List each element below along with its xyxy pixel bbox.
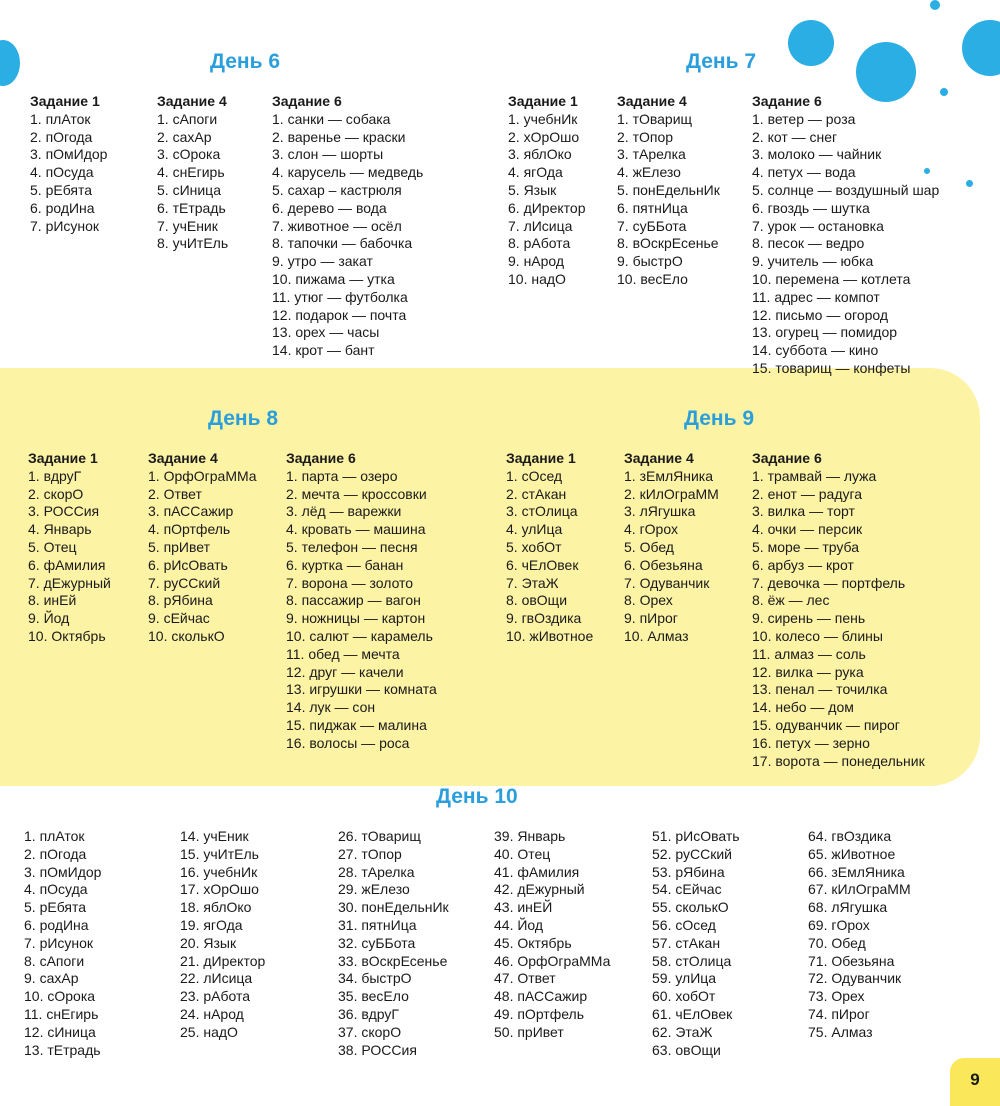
list-item: 3. сОрока	[157, 146, 221, 163]
list-item: 9. сЕйчас	[148, 610, 210, 627]
list-item: 63. овОщи	[652, 1041, 721, 1058]
list-item: 38. РОССия	[338, 1041, 417, 1058]
list-item: 5. телефон — песня	[286, 538, 418, 555]
list-item: 13. огурец — помидор	[752, 324, 898, 341]
list-item: 8. Орех	[624, 592, 673, 609]
list-item: 15. товарищ — конфеты	[752, 359, 911, 376]
list-item: 60. хобОт	[652, 988, 716, 1005]
list-item: 19. ягОда	[180, 916, 243, 933]
task-header: Задание 4	[148, 450, 218, 466]
day10-column-6	[808, 828, 911, 1042]
list-item: 34. быстрО	[338, 970, 412, 987]
list-item: 45. Октябрь	[494, 934, 572, 951]
list-item: 2. тОпор	[617, 128, 674, 145]
list-item: 5. Язык	[508, 181, 557, 198]
list-item: 13. тЕтрадь	[24, 1041, 101, 1058]
list-item: 10. Алмаз	[624, 627, 689, 644]
list-item: 14. лук — сон	[286, 699, 376, 716]
list-item: 24. нАрод	[180, 1005, 244, 1022]
list-item: 9. пИрог	[624, 610, 678, 627]
day10-column-2	[180, 828, 265, 1042]
list-item: 1. вдруГ	[28, 467, 82, 484]
day6-task1	[30, 93, 107, 235]
list-item: 29. жЕлезо	[338, 881, 410, 898]
list-item: 3. пАССажир	[148, 503, 234, 520]
list-item: 69. гОрох	[808, 916, 870, 933]
list-item: 1. плАток	[24, 828, 85, 844]
list-item: 6. куртка — банан	[286, 556, 404, 573]
list-item: 32. суББота	[338, 934, 416, 951]
list-item: 2. скорО	[28, 485, 84, 502]
list-item: 1. санки — собака	[272, 110, 391, 127]
list-item: 56. сОсед	[652, 916, 716, 933]
day10-title: День 10	[436, 785, 518, 808]
list-item: 2. енот — радуга	[752, 485, 863, 502]
list-item: 55. сколькО	[652, 899, 729, 916]
list-item: 9. утро — закат	[272, 253, 373, 270]
day8-task4	[148, 450, 257, 646]
list-item: 10. надО	[508, 270, 566, 287]
day10-column-4	[494, 828, 610, 1042]
blue-paint-dot	[962, 20, 1000, 76]
list-item: 3. стОлица	[506, 503, 578, 520]
task-header: Задание 6	[272, 93, 342, 109]
list-item: 7. урок — остановка	[752, 217, 884, 234]
list-item: 59. улИца	[652, 970, 717, 987]
task-header: Задание 4	[617, 93, 687, 109]
list-item: 9. сирень — пень	[752, 610, 866, 627]
list-item: 3. яблОко	[508, 146, 572, 163]
list-item: 12. сИница	[24, 1023, 96, 1040]
task-header: Задание 4	[157, 93, 227, 109]
day7-task4	[617, 93, 720, 289]
day6-title: День 6	[210, 50, 281, 73]
list-item: 4. петух — вода	[752, 164, 856, 181]
list-item: 21. дИректор	[180, 952, 266, 969]
list-item: 10. Октябрь	[28, 627, 106, 644]
list-item: 5. Обед	[624, 538, 674, 555]
list-item: 7. Одуванчик	[624, 574, 710, 591]
list-item: 72. Одуванчик	[808, 970, 902, 987]
list-item: 41. фАмилия	[494, 863, 580, 880]
list-item: 2. стАкан	[506, 485, 567, 502]
list-item: 8. тапочки — бабочка	[272, 235, 413, 252]
list-item: 20. Язык	[180, 934, 237, 951]
list-item: 6. дИректор	[508, 199, 586, 216]
list-item: 7. рИсунок	[30, 217, 100, 234]
list-item: 9. учитель — юбка	[752, 253, 874, 270]
list-item: 8. ёж — лес	[752, 592, 830, 609]
list-item: 6. дерево — вода	[272, 199, 387, 216]
list-item: 5. солнце — воздушный шар	[752, 181, 940, 198]
list-item: 5. рЕбята	[30, 181, 93, 198]
list-item: 22. лИсица	[180, 970, 253, 987]
day10-column-1	[24, 828, 101, 1059]
list-item: 44. Йод	[494, 916, 544, 933]
list-item: 28. тАрелка	[338, 863, 415, 880]
list-item: 10. жИвотное	[506, 627, 594, 644]
list-item: 3. вилка — торт	[752, 503, 855, 520]
list-item: 27. тОпор	[338, 845, 402, 862]
list-item: 4. гОрох	[624, 521, 678, 538]
list-item: 40. Отец	[494, 845, 551, 862]
list-item: 13. игрушки — комната	[286, 681, 437, 698]
list-item: 1. учебнИк	[508, 110, 578, 127]
list-item: 5. сахар – кастрюля	[272, 181, 402, 198]
list-item: 7. ЭтаЖ	[506, 574, 559, 591]
list-item: 6. тЕтрадь	[157, 199, 226, 216]
list-item: 70. Обед	[808, 934, 866, 951]
blue-paint-splash-left	[0, 40, 20, 86]
list-item: 3. пОмИдор	[24, 863, 102, 880]
list-item: 9. Йод	[28, 610, 70, 627]
list-item: 16. петух — зерно	[752, 734, 870, 751]
blue-paint-dot	[930, 0, 940, 10]
list-item: 6. фАмилия	[28, 556, 106, 573]
list-item: 14. крот — бант	[272, 342, 375, 359]
list-item: 8. рАбота	[508, 235, 571, 252]
list-item: 1. сОсед	[506, 467, 563, 484]
list-item: 6. арбуз — крот	[752, 556, 854, 573]
list-item: 6. чЕлОвек	[506, 556, 579, 573]
list-item: 15. пиджак — малина	[286, 716, 427, 733]
list-item: 2. варенье — краски	[272, 128, 406, 145]
list-item: 52. руССкий	[652, 845, 732, 862]
list-item: 14. учЕник	[180, 828, 249, 844]
list-item: 8. песок — ведро	[752, 235, 865, 252]
list-item: 6. родИна	[30, 199, 95, 216]
day8-task6	[286, 450, 437, 753]
list-item: 2. хОрОшо	[508, 128, 580, 145]
list-item: 4. пОсуда	[30, 164, 94, 181]
list-item: 5. Отец	[28, 538, 77, 555]
list-item: 1. сАпоги	[157, 110, 218, 127]
list-item: 10. колесо — блины	[752, 627, 883, 644]
list-item: 11. адрес — компот	[752, 288, 880, 305]
list-item: 4. улИца	[506, 521, 563, 538]
list-item: 7. суББота	[617, 217, 687, 234]
day10-column-3	[338, 828, 449, 1059]
task-header: Задание 1	[506, 450, 576, 466]
list-item: 5. прИвет	[148, 538, 211, 555]
list-item: 12. вилка — рука	[752, 663, 864, 680]
list-item: 7. лИсица	[508, 217, 573, 234]
list-item: 10. салют — карамель	[286, 627, 433, 644]
list-item: 4. кровать — машина	[286, 521, 426, 538]
list-item: 49. пОртфель	[494, 1005, 585, 1022]
list-item: 7. девочка — портфель	[752, 574, 906, 591]
list-item: 71. Обезьяна	[808, 952, 895, 969]
list-item: 8. овОщи	[506, 592, 568, 609]
list-item: 36. вдруГ	[338, 1005, 400, 1022]
task-header: Задание 6	[752, 450, 822, 466]
list-item: 5. рЕбята	[24, 899, 87, 916]
task-header: Задание 1	[28, 450, 98, 466]
list-item: 4. Январь	[28, 521, 92, 538]
list-item: 7. ворона — золото	[286, 574, 414, 591]
list-item: 9. нАрод	[508, 253, 565, 270]
list-item: 16. учебнИк	[180, 863, 258, 880]
list-item: 10. пижама — утка	[272, 270, 395, 287]
list-item: 74. пИрог	[808, 1005, 870, 1022]
list-item: 54. сЕйчас	[652, 881, 722, 898]
task-header: Задание 6	[752, 93, 822, 109]
list-item: 2. пОгода	[24, 845, 87, 862]
list-item: 5. понЕдельнИк	[617, 181, 720, 198]
list-item: 47. Ответ	[494, 970, 556, 987]
task-header: Задание 4	[624, 450, 694, 466]
list-item: 12. письмо — огород	[752, 306, 889, 323]
list-item: 42. дЕжурный	[494, 881, 585, 898]
list-item: 37. скорО	[338, 1023, 402, 1040]
list-item: 26. тОварищ	[338, 828, 421, 844]
list-item: 23. рАбота	[180, 988, 251, 1005]
list-item: 8. учИтЕль	[157, 235, 229, 252]
list-item: 4. карусель — медведь	[272, 164, 424, 181]
list-item: 10. сОрока	[24, 988, 96, 1005]
day8-task1	[28, 450, 111, 646]
list-item: 8. рЯбина	[148, 592, 213, 609]
list-item: 2. кИлОграММ	[624, 485, 719, 502]
blue-paint-dot	[966, 180, 973, 187]
list-item: 64. гвОздика	[808, 828, 892, 844]
list-item: 73. Орех	[808, 988, 865, 1005]
list-item: 6. гвоздь — шутка	[752, 199, 870, 216]
list-item: 4. пОсуда	[24, 881, 88, 898]
list-item: 8. инЕй	[28, 592, 77, 609]
list-item: 7. дЕжурный	[28, 574, 111, 591]
page-number: 9	[970, 1070, 980, 1089]
list-item: 68. лЯгушка	[808, 899, 888, 916]
list-item: 17. ворота — понедельник	[752, 752, 925, 769]
list-item: 18. яблОко	[180, 899, 252, 916]
list-item: 75. Алмаз	[808, 1023, 873, 1040]
day7-task1	[508, 93, 585, 289]
list-item: 13. орех — часы	[272, 324, 380, 341]
list-item: 17. хОрОшо	[180, 881, 259, 898]
list-item: 9. ножницы — картон	[286, 610, 426, 627]
task-header: Задание 1	[30, 93, 100, 109]
list-item: 6. родИна	[24, 916, 89, 933]
day9-title: День 9	[684, 407, 755, 430]
list-item: 2. мечта — кроссовки	[286, 485, 427, 502]
list-item: 5. море — труба	[752, 538, 860, 555]
list-item: 1. ветер — роза	[752, 110, 856, 127]
list-item: 3. РОССия	[28, 503, 100, 520]
list-item: 48. пАССажир	[494, 988, 588, 1005]
blue-paint-dot	[788, 20, 834, 66]
list-item: 10. сколькО	[148, 627, 225, 644]
list-item: 25. надО	[180, 1023, 238, 1040]
list-item: 15. учИтЕль	[180, 845, 259, 862]
list-item: 58. стОлица	[652, 952, 732, 969]
list-item: 67. кИлОграММ	[808, 881, 911, 898]
list-item: 51. рИсОвать	[652, 828, 740, 844]
list-item: 35. весЕло	[338, 988, 409, 1005]
list-item: 31. пятнИца	[338, 916, 417, 933]
list-item: 4. снЕгирь	[157, 164, 225, 181]
list-item: 2. кот — снег	[752, 128, 838, 145]
list-item: 5. хобОт	[506, 538, 562, 555]
list-item: 12. подарок — почта	[272, 306, 407, 323]
list-item: 8. сАпоги	[24, 952, 85, 969]
day7-title: День 7	[686, 50, 757, 73]
list-item: 15. одуванчик — пирог	[752, 716, 900, 733]
list-item: 7. животное — осёл	[272, 217, 402, 234]
list-item: 1. парта — озеро	[286, 467, 398, 484]
list-item: 65. жИвотное	[808, 845, 896, 862]
list-item: 62. ЭтаЖ	[652, 1023, 713, 1040]
list-item: 57. стАкан	[652, 934, 721, 951]
list-item: 16. волосы — роса	[286, 734, 410, 751]
list-item: 14. небо — дом	[752, 699, 854, 716]
day9-task6	[752, 450, 925, 770]
list-item: 39. Январь	[494, 828, 566, 844]
list-item: 10. перемена — котлета	[752, 270, 911, 287]
list-item: 50. прИвет	[494, 1023, 564, 1040]
list-item: 66. зЕмлЯника	[808, 863, 905, 880]
list-item: 4. жЕлезо	[617, 164, 681, 181]
list-item: 2. Ответ	[148, 485, 202, 502]
list-item: 3. лЯгушка	[624, 503, 696, 520]
list-item: 3. слон — шорты	[272, 146, 384, 163]
list-item: 1. тОварищ	[617, 110, 693, 127]
list-item: 4. ягОда	[508, 164, 563, 181]
list-item: 4. очки — персик	[752, 521, 863, 538]
list-item: 1. плАток	[30, 110, 91, 127]
day10-column-5	[652, 828, 740, 1059]
list-item: 7. руССкий	[148, 574, 221, 591]
list-item: 2. сахАр	[157, 128, 212, 145]
day6-task6	[272, 93, 423, 360]
list-item: 9. сахАр	[24, 970, 79, 987]
list-item: 6. рИсОвать	[148, 556, 228, 573]
list-item: 8. вОскрЕсенье	[617, 235, 719, 252]
list-item: 3. пОмИдор	[30, 146, 108, 163]
list-item: 10. весЕло	[617, 270, 688, 287]
list-item: 14. суббота — кино	[752, 342, 879, 359]
task-header: Задание 6	[286, 450, 356, 466]
day6-task4	[157, 93, 228, 253]
list-item: 9. быстрО	[617, 253, 683, 270]
list-item: 13. пенал — точилка	[752, 681, 888, 698]
list-item: 1. трамвай — лужа	[752, 467, 877, 484]
list-item: 3. лёд — варежки	[286, 503, 402, 520]
list-item: 11. снЕгирь	[24, 1005, 99, 1022]
list-item: 6. пятнИца	[617, 199, 688, 216]
day8-title: День 8	[208, 407, 279, 430]
day9-task4	[624, 450, 719, 646]
list-item: 6. Обезьяна	[624, 556, 703, 573]
list-item: 9. гвОздика	[506, 610, 582, 627]
list-item: 8. пассажир — вагон	[286, 592, 421, 609]
list-item: 3. молоко — чайник	[752, 146, 882, 163]
list-item: 46. ОрфОграММа	[494, 952, 611, 969]
task-header: Задание 1	[508, 93, 578, 109]
list-item: 1. ОрфОграММа	[148, 467, 257, 484]
list-item: 33. вОскрЕсенье	[338, 952, 448, 969]
list-item: 1. зЕмлЯника	[624, 467, 713, 484]
list-item: 2. пОгода	[30, 128, 93, 145]
list-item: 11. алмаз — соль	[752, 645, 866, 662]
list-item: 12. друг — качели	[286, 663, 404, 680]
day7-task6	[752, 93, 939, 378]
list-item: 7. рИсунок	[24, 934, 94, 951]
list-item: 61. чЕлОвек	[652, 1005, 733, 1022]
blue-paint-dot	[940, 88, 948, 96]
list-item: 11. утюг — футболка	[272, 288, 408, 305]
list-item: 4. пОртфель	[148, 521, 231, 538]
list-item: 30. понЕдельнИк	[338, 899, 449, 916]
list-item: 11. обед — мечта	[286, 645, 400, 662]
list-item: 5. сИница	[157, 181, 221, 198]
list-item: 43. инЕЙ	[494, 899, 553, 916]
day9-task1	[506, 450, 593, 646]
list-item: 7. учЕник	[157, 217, 218, 234]
list-item: 3. тАрелка	[617, 146, 686, 163]
list-item: 53. рЯбина	[652, 863, 725, 880]
